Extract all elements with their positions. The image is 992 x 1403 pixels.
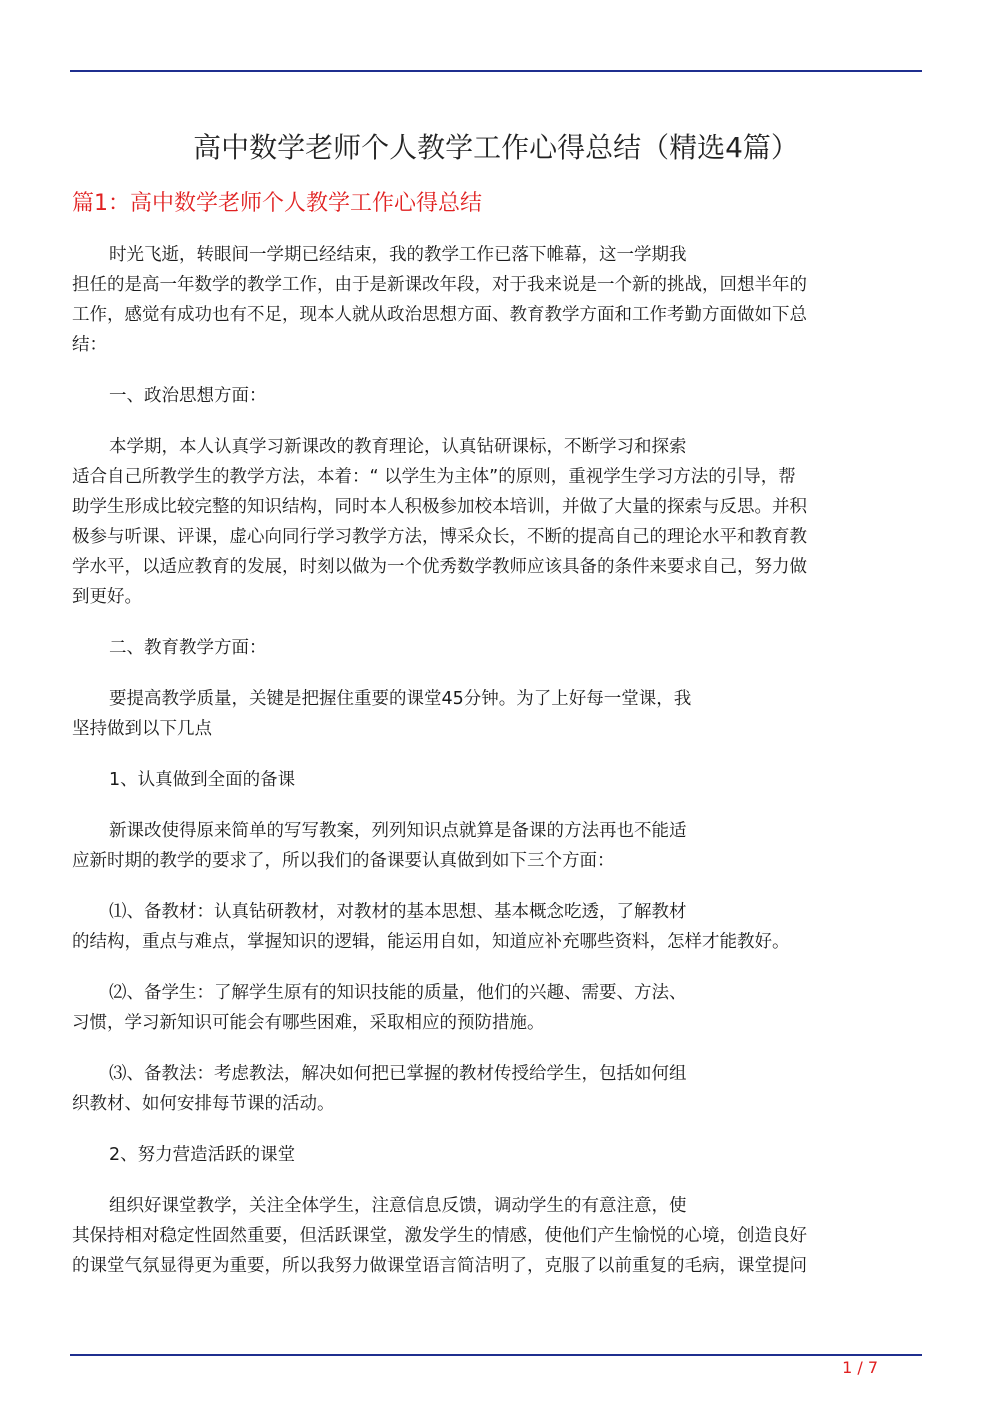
- paragraph-line: 结：: [72, 335, 107, 355]
- subheading-text: 2、努力营造活跃的课堂: [109, 1145, 296, 1165]
- subheading-text: 二、教育教学方面：: [109, 638, 267, 658]
- header-rule: [70, 70, 922, 72]
- section-heading: 篇1：高中数学老师个人教学工作心得总结: [72, 191, 482, 216]
- paragraph-line: 的课堂气氛显得更为重要，所以我努力做课堂语言简洁明了，克服了以前重复的毛病，课堂提问: [72, 1256, 807, 1276]
- paragraph-prep-methods: [72, 1059, 914, 1119]
- paragraph-line: 极参与听课、评课，虚心向同行学习教学方法，博采众长，不断的提高自己的理论水平和教育教: [72, 527, 807, 547]
- paragraph-line: 新课改使得原来简单的写写教案，列列知识点就算是备课的方法再也不能适: [109, 821, 687, 841]
- footer-rule: [70, 1354, 922, 1356]
- subheading-lesson-prep: [72, 765, 914, 795]
- paragraph-line: 的结构，重点与难点，掌握知识的逻辑，能运用自如，知道应补充哪些资料，怎样才能教好。: [72, 932, 790, 952]
- paragraph-line: 组织好课堂教学，关注全体学生，注意信息反馈，调动学生的有意注意，使: [109, 1196, 687, 1216]
- paragraph-new-curriculum: [72, 816, 914, 876]
- paragraph-line: 本学期，本人认真学习新课改的教育理论，认真钻研课标，不断学习和探索: [109, 437, 687, 457]
- paragraph-line: 适合自己所教学生的教学方法，本着：“ 以学生为主体”的原则，重视学生学习方法的引导，帮: [72, 467, 796, 487]
- subheading-active-classroom: [72, 1140, 914, 1170]
- paragraph-line: 时光飞逝，转眼间一学期已经结束，我的教学工作已落下帷幕，这一学期我: [109, 245, 687, 265]
- paragraph-line: ⑴、备教材：认真钻研教材，对教材的基本思想、基本概念吃透，了解教材: [109, 902, 687, 922]
- document-body: [72, 240, 914, 1302]
- paragraph-line: ⑶、备教法：考虑教法，解决如何把已掌握的教材传授给学生，包括如何组: [109, 1064, 687, 1084]
- paragraph-line: 其保持相对稳定性固然重要，但活跃课堂，激发学生的情感，使他们产生愉悦的心境，创造良好: [72, 1226, 807, 1246]
- paragraph-line: 担任的是高一年数学的教学工作，由于是新课改年段，对于我来说是一个新的挑战，回想半年的: [72, 275, 807, 295]
- paragraph-line: 助学生形成比较完整的知识结构，同时本人积极参加校本培训，并做了大量的探索与反思。并积: [72, 497, 807, 517]
- paragraph-line: 坚持做到以下几点: [72, 719, 212, 739]
- document-title: 高中数学老师个人教学工作心得总结（精选4篇）: [193, 131, 799, 164]
- subheading-political: [72, 381, 914, 411]
- paragraph-line: 工作，感觉有成功也有不足，现本人就从政治思想方面、教育教学方面和工作考勤方面做如下总: [72, 305, 807, 325]
- paragraph-classroom: [72, 1191, 914, 1281]
- paragraph-line: 学水平，以适应教育的发展，时刻以做为一个优秀数学教师应该具备的条件来要求自己，努力做: [72, 557, 807, 577]
- paragraph-line: 习惯，学习新知识可能会有哪些困难，采取相应的预防措施。: [72, 1013, 545, 1033]
- paragraph-line: 织教材、如何安排每节课的活动。: [72, 1094, 335, 1114]
- paragraph-political: [72, 432, 914, 612]
- subheading-teaching: [72, 633, 914, 663]
- paragraph-line: ⑵、备学生：了解学生原有的知识技能的质量，他们的兴趣、需要、方法、: [109, 983, 687, 1003]
- page-number: 1 / 7: [842, 1358, 878, 1377]
- paragraph-prep-materials: [72, 897, 914, 957]
- paragraph-quality: [72, 684, 914, 744]
- paragraph-line: 应新时期的教学的要求了，所以我们的备课要认真做到如下三个方面：: [72, 851, 615, 871]
- paragraph-intro: [72, 240, 914, 360]
- subheading-text: 一、政治思想方面：: [109, 386, 267, 406]
- paragraph-prep-students: [72, 978, 914, 1038]
- subheading-text: 1、认真做到全面的备课: [109, 770, 296, 790]
- paragraph-line: 要提高教学质量，关键是把握住重要的课堂45分钟。为了上好每一堂课，我: [109, 689, 692, 709]
- paragraph-line: 到更好。: [72, 587, 142, 607]
